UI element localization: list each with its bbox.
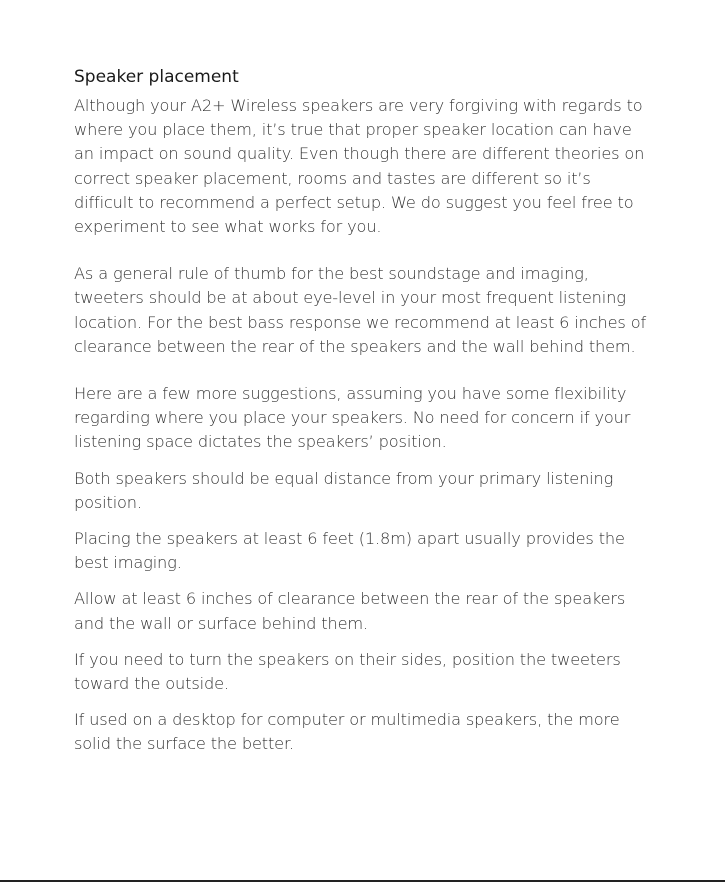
paragraph-spacer bbox=[74, 239, 649, 262]
paragraph-spacer bbox=[74, 696, 649, 708]
suggestion-paragraph-3: Allow at least 6 inches of clearance between the rear of the speakers and the wall or surface behind them. bbox=[74, 589, 626, 633]
paragraph-spacer bbox=[74, 359, 649, 382]
bottom-divider bbox=[0, 880, 725, 882]
intro-paragraph-2: As a general rule of thumb for the best soundstage and imaging, tweeters should be at about eye-level in your most frequent listening location. For the best bass response we recommend at least 6 inches of clearance between the rear of the speakers and the wall behind them. bbox=[74, 264, 647, 356]
intro-paragraph-1: Although your A2+ Wireless speakers are very forgiving with regards to where you place them, it’s true that proper speaker location can have an impact on sound quality. Even though there are different theories on correct speaker placement, rooms and tastes are different so it’s difficult to recommend a perfect setup. We do suggest you feel free to experiment to see what works for you. bbox=[74, 96, 645, 237]
suggestion-paragraph-1: Both speakers should be equal distance from your primary listening position. bbox=[74, 468, 614, 512]
paragraph-spacer bbox=[74, 636, 649, 648]
suggestion-paragraph-2: Placing the speakers at least 6 feet (1.8m) apart usually provides the best imaging. bbox=[74, 529, 625, 573]
intro-paragraph-3: Here are a few more suggestions, assuming you have some flexibility regarding where you place your speakers. No need for concern if your listening space dictates the speakers’ position. bbox=[74, 384, 631, 452]
suggestion-paragraph-5: If used on a desktop for computer or multimedia speakers, the more solid the surface the better. bbox=[74, 710, 620, 754]
paragraph-spacer bbox=[74, 575, 649, 587]
section-heading: Speaker placement bbox=[74, 67, 239, 87]
suggestion-paragraph-4: If you need to turn the speakers on their sides, position the tweeters toward the outside. bbox=[74, 649, 621, 694]
paragraph-spacer bbox=[74, 515, 649, 527]
paragraph-spacer bbox=[74, 455, 649, 467]
document-page bbox=[74, 64, 649, 757]
